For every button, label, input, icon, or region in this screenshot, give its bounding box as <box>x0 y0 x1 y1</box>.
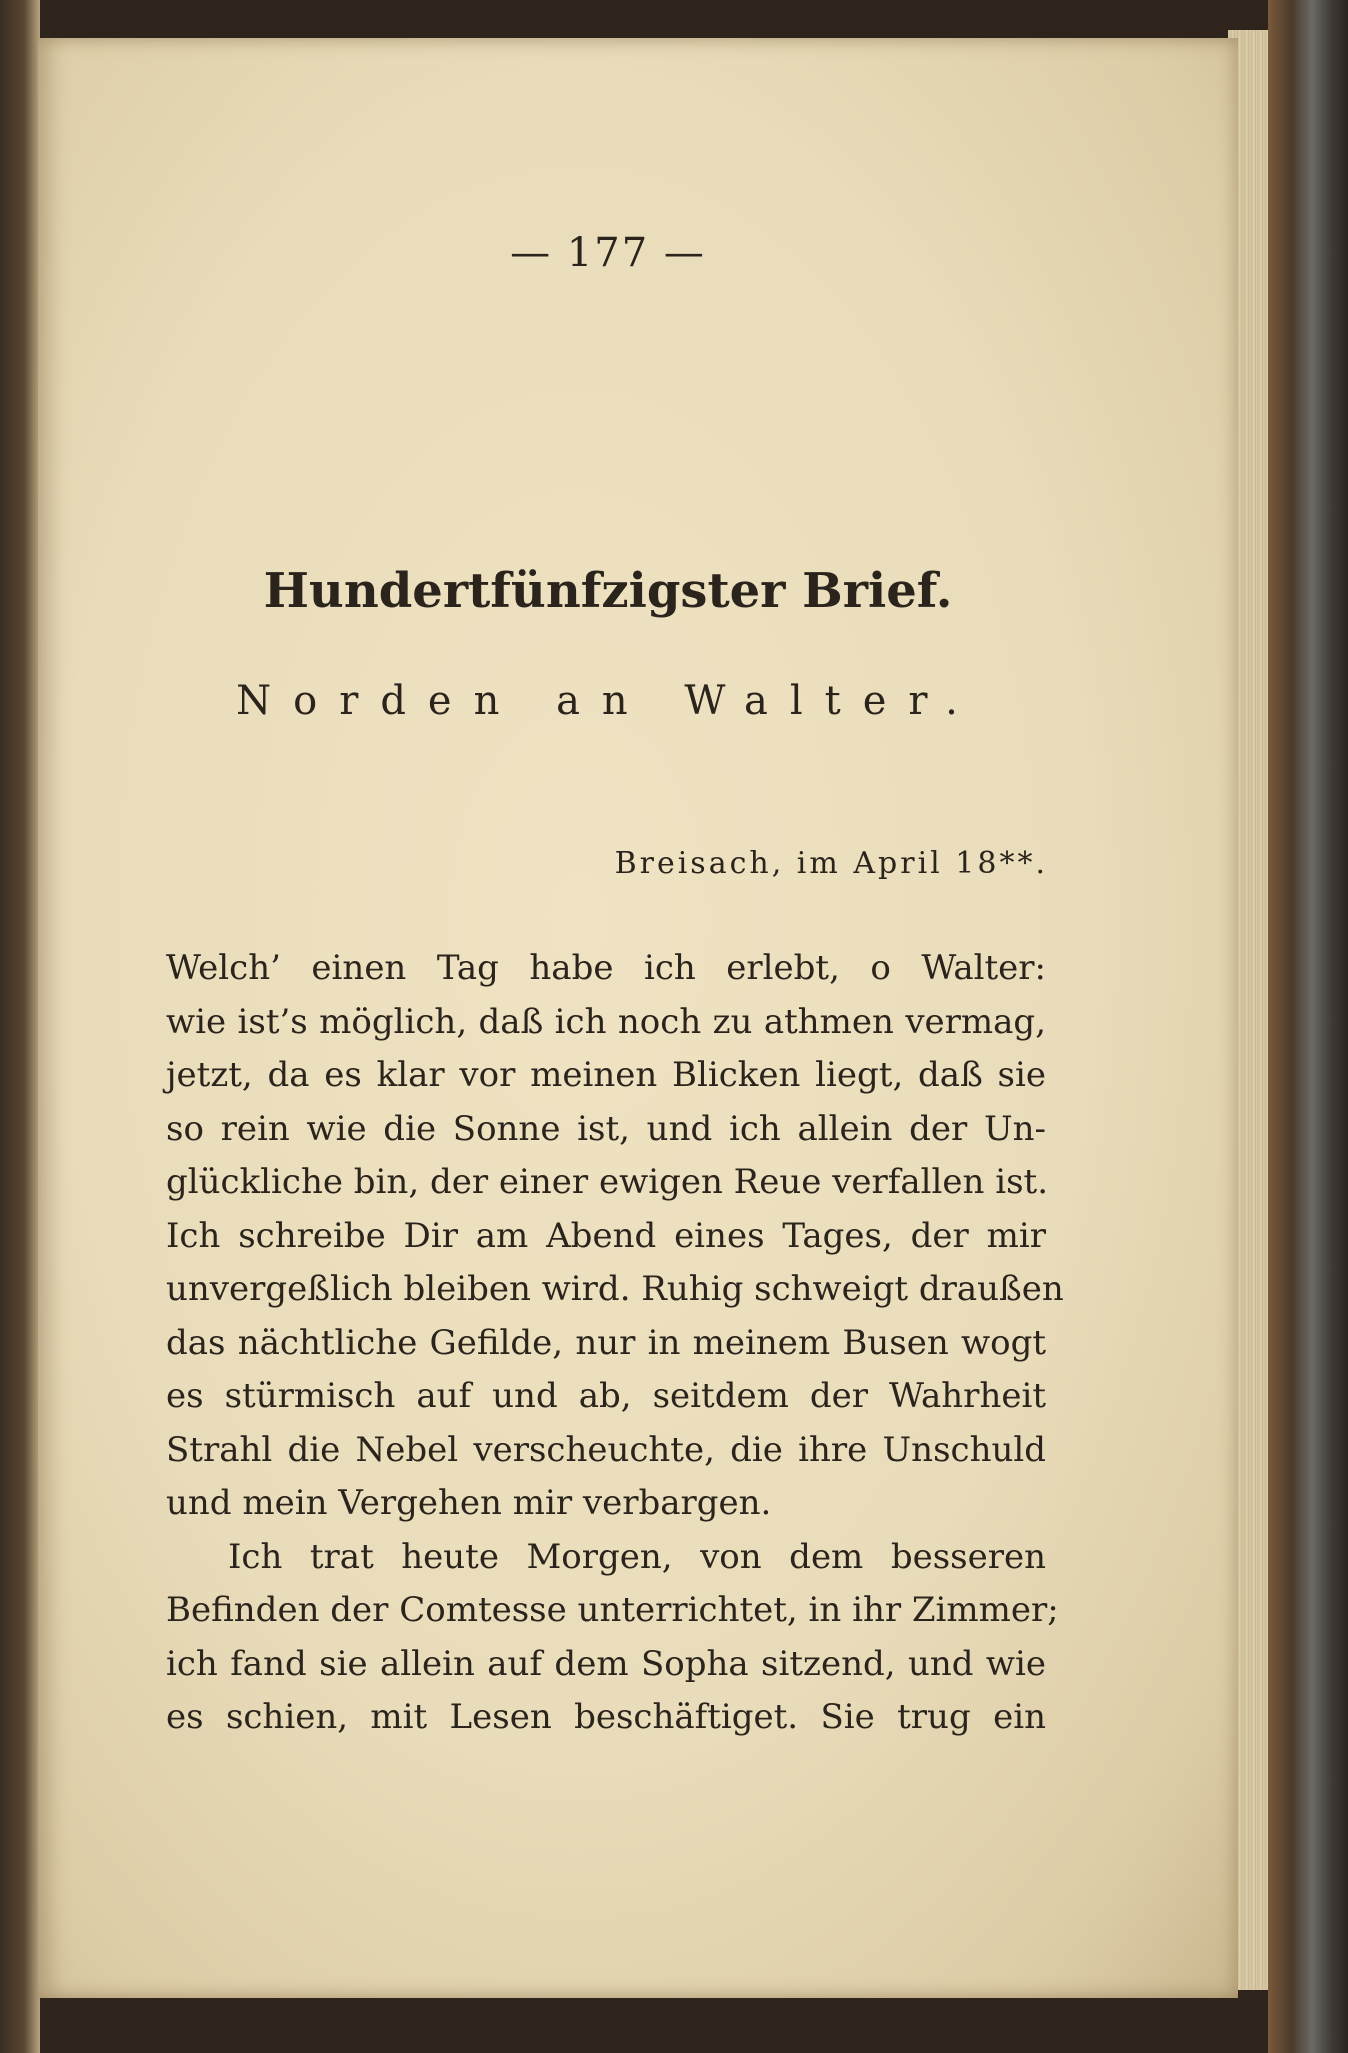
body-line: wie ist’s möglich, daß ich noch zu athmen vermag, <box>166 1001 1046 1042</box>
dateline: Breisach, im April 18**. <box>614 846 1048 881</box>
body-line: es schien, mit Lesen beschäftiget. Sie trug ein <box>166 1697 1046 1737</box>
body-line: Ich trat heute Morgen, von dem besseren <box>228 1536 1046 1577</box>
book-page <box>38 38 1238 1998</box>
letter-heading: Hundertfünfzigster Brief. <box>263 563 953 619</box>
body-line: glückliche bin, der einer ewigen Reue verfallen ist. <box>166 1162 1049 1202</box>
body-line: das nächtliche Gefilde, nur in meinem Busen wogt <box>166 1322 1046 1363</box>
body-line: Welch’ einen Tag habe ich erlebt, o Walter: <box>166 948 1046 988</box>
body-line: Befinden der Comtesse unterrichtet, in ihr Zimmer; <box>166 1590 1059 1630</box>
body-line: es stürmisch auf und ab, seitdem der Wahrheit <box>166 1376 1046 1416</box>
book-cover-left <box>0 0 40 2053</box>
book-cover-right <box>1268 0 1348 2053</box>
body-line: und mein Vergehen mir verbargen. <box>166 1483 772 1523</box>
body-line: unvergeßlich bleiben wird. Ruhig schweigt draußen <box>166 1269 1064 1309</box>
body-line: Strahl die Nebel verscheuchte, die ihre Unschuld <box>166 1429 1046 1470</box>
letter-body <box>166 942 1064 1745</box>
body-line: Ich schreibe Dir am Abend eines Tages, der mir <box>166 1215 1046 1256</box>
page-number: — 177 — <box>510 230 706 276</box>
body-line: ich fand sie allein auf dem Sopha sitzend, und wie <box>166 1643 1046 1684</box>
body-line: jetzt, da es klar vor meinen Blicken liegt, daß sie <box>166 1055 1046 1095</box>
body-line: so rein wie die Sonne ist, und ich allein der Un- <box>166 1108 1046 1149</box>
letter-subheading: Norden an Walter. <box>236 678 980 724</box>
